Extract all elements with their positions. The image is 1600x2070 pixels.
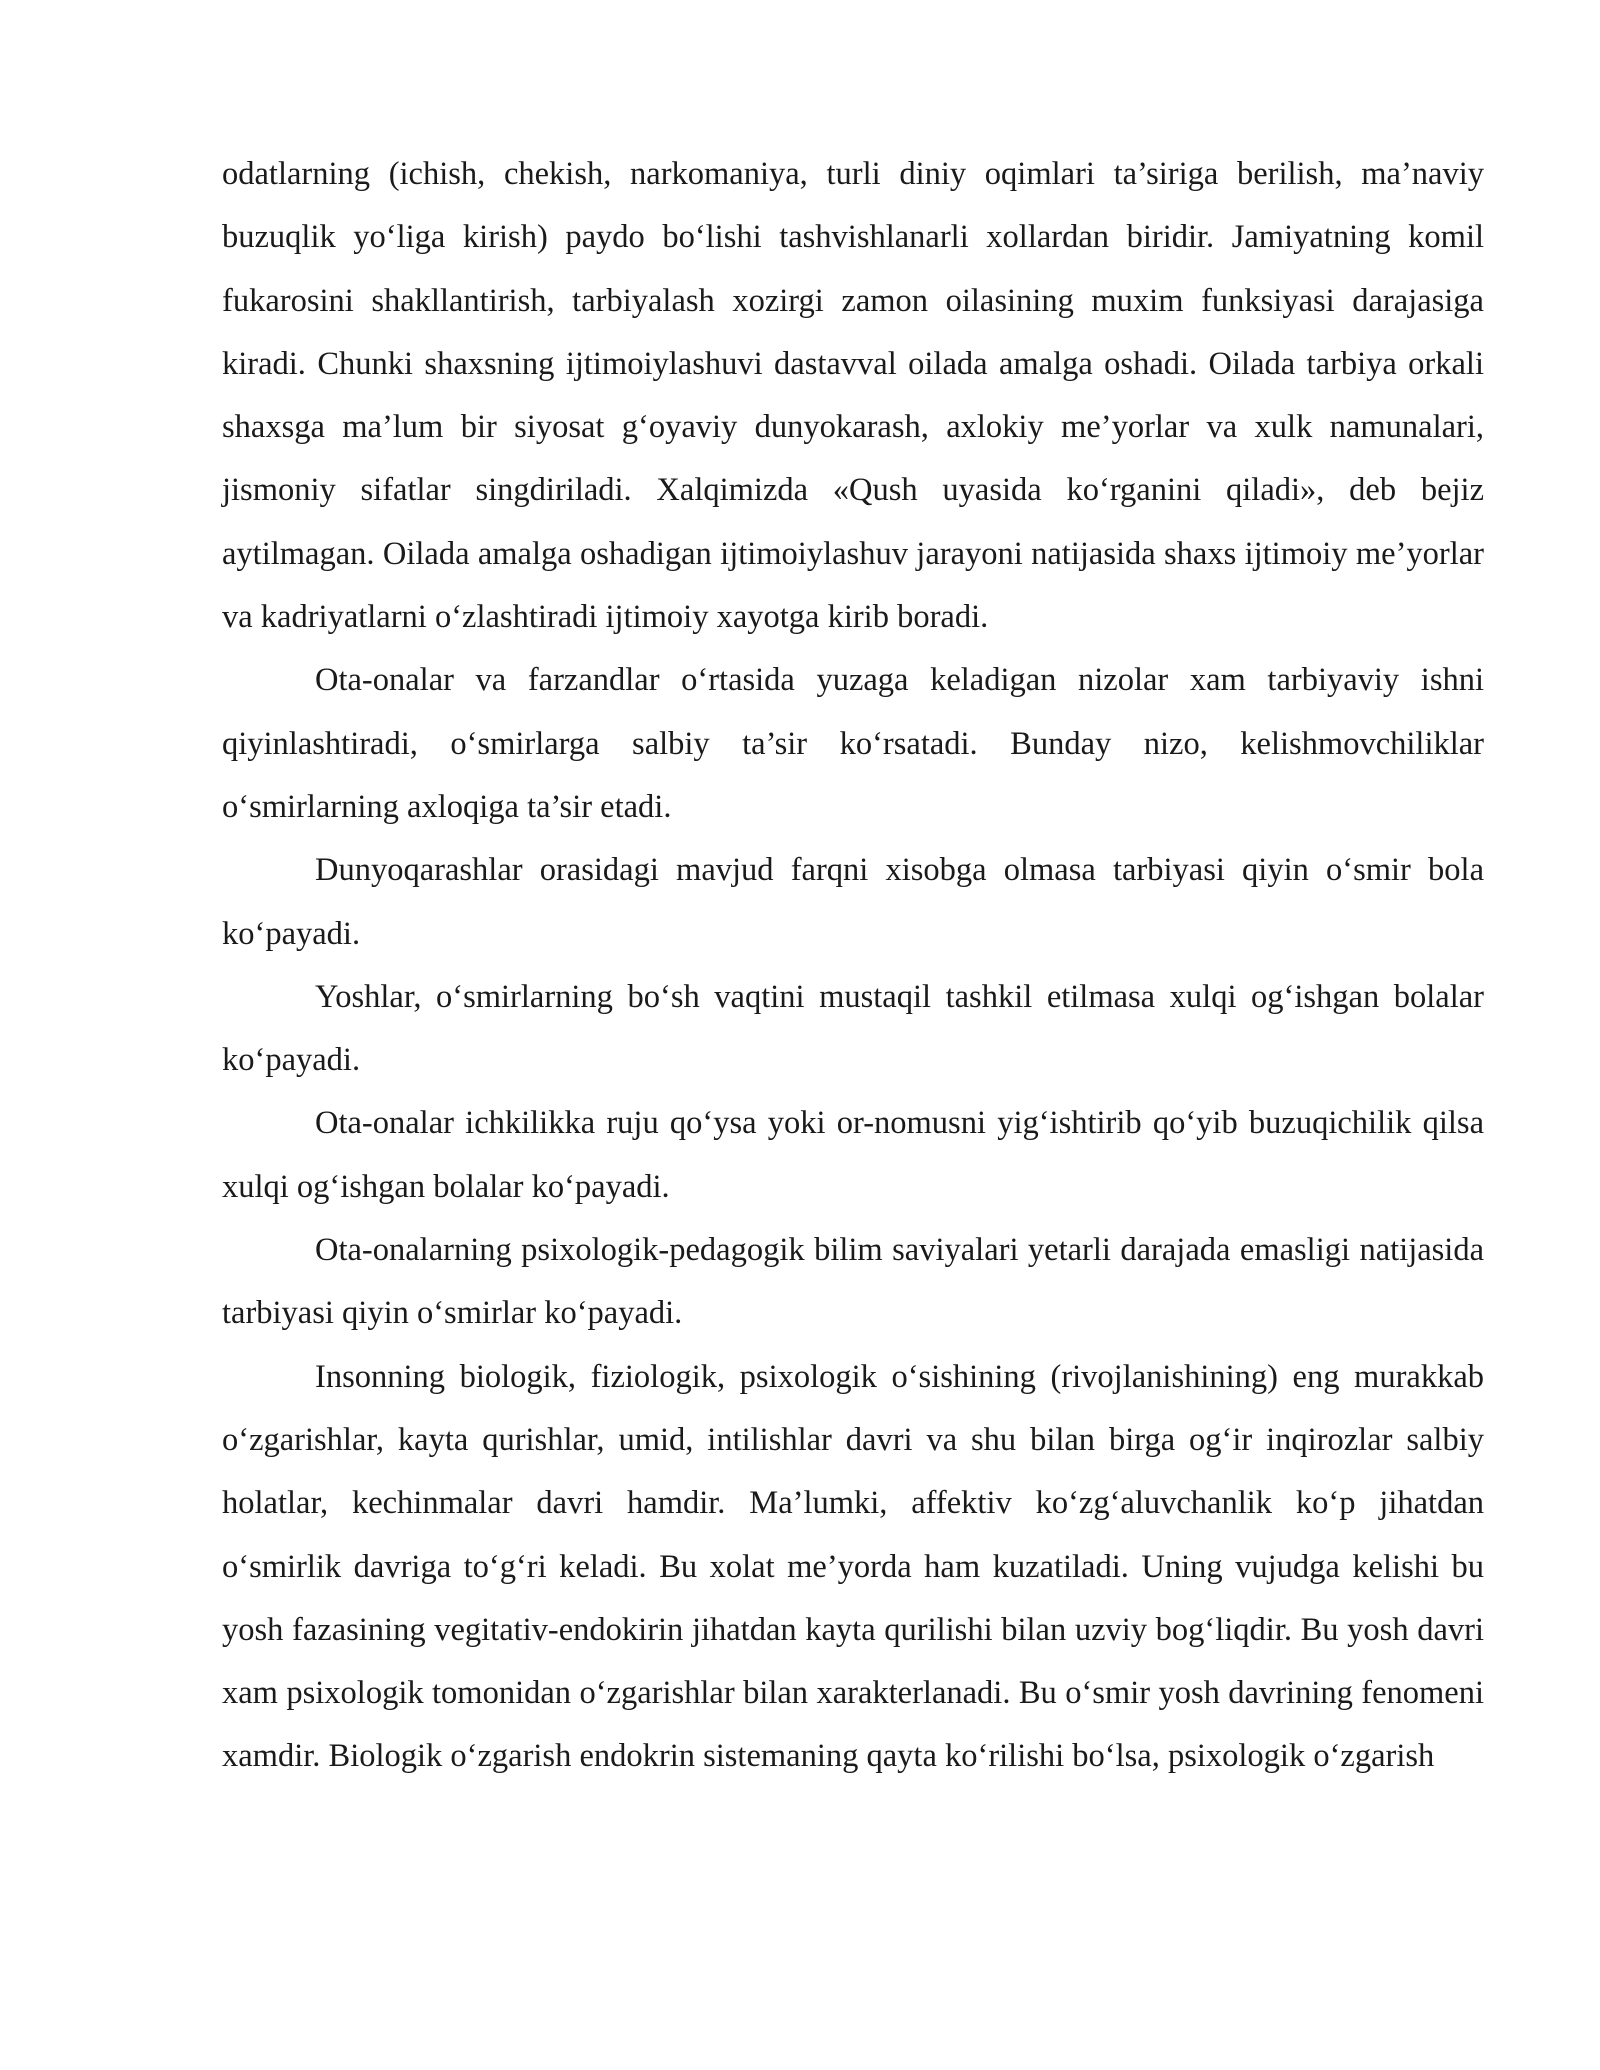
paragraph-6: Ota-onalarning psixologik-pedagogik bilim saviyalari yetarli darajada emasligi natijasida tarbiyasi qiyin o‘smirlar ko‘payadi. — [222, 1232, 1484, 1332]
paragraph-2: Ota-onalar va farzandlar o‘rtasida yuzaga keladigan nizolar xam tarbiyaviy ishni qiyinlashtiradi, o‘smirlarga salbiy ta’sir ko‘rsatadi. Bunday nizo, kelishmovchiliklar o‘smirlarning axloqiga ta’sir etadi. — [222, 662, 1484, 825]
document-body — [222, 143, 1484, 1789]
paragraph-7: Insonning biologik, fiziologik, psixologik o‘sishining (rivojlanishining) eng murakkab o‘zgarishlar, kayta qurishlar, umid, intilishlar davri va shu bilan birga og‘ir inqirozlar salbiy holatlar, kechinmalar davri hamdir. Ma’lumki, affektiv ko‘zg‘aluvchanlik ko‘p jihatdan o‘smirlik davriga to‘g‘ri keladi. Bu xolat me’yorda ham kuzatiladi. Uning vujudga kelishi bu yosh fazasining vegitativ-endokirin jihatdan kayta qurilishi bilan uzviy bog‘liqdir. Bu yosh davri xam psixologik tomonidan o‘zgarishlar bilan xarakterlanadi. Bu o‘smir yosh davrining fenomeni xamdir. Biologik o‘zgarish endokrin sistemaning qayta ko‘rilishi bo‘lsa, psixologik o‘zgarish — [222, 1358, 1484, 1775]
paragraph-4: Yoshlar, o‘smirlarning bo‘sh vaqtini mustaqil tashkil etilmasa xulqi og‘ishgan bolalar ko‘payadi. — [222, 978, 1484, 1079]
paragraph-3: Dunyoqarashlar orasidagi mavjud farqni xisobga olmasa tarbiyasi qiyin o‘smir bola ko‘payadi. — [222, 852, 1484, 952]
paragraph-5: Ota-onalar ichkilikka ruju qo‘ysa yoki or-nomusni yig‘ishtirib qo‘yib buzuqichilik qilsa xulqi og‘ishgan bolalar ko‘payadi. — [222, 1105, 1484, 1205]
paragraph-1: odatlarning (ichish, chekish, narkomaniya, turli diniy oqimlari ta’siriga berilish, ma’naviy buzuqlik yo‘liga kirish) paydo bo‘lishi tashvishlanarli xollardan biridir. Jamiyatning komil fukarosini shakllantirish, tarbiyalash xozirgi zamon oilasining muxim funksiyasi darajasiga kiradi. Chunki shaxsning ijtimoiylashuvi dastavval oilada amalga oshadi. Oilada tarbiya orkali shaxsga ma’lum bir siyosat g‘oyaviy dunyokarash, axlokiy me’yorlar va xulk namunalari, jismoniy sifatlar singdiriladi. Xalqimizda «Qush uyasida ko‘rganini qiladi», deb bejiz aytilmagan. Oilada amalga oshadigan ijtimoiylashuv jarayoni natijasida shaxs ijtimoiy me’yorlar va kadriyatlarni o‘zlashtiradi ijtimoiy xayotga kirib boradi. — [222, 156, 1484, 636]
